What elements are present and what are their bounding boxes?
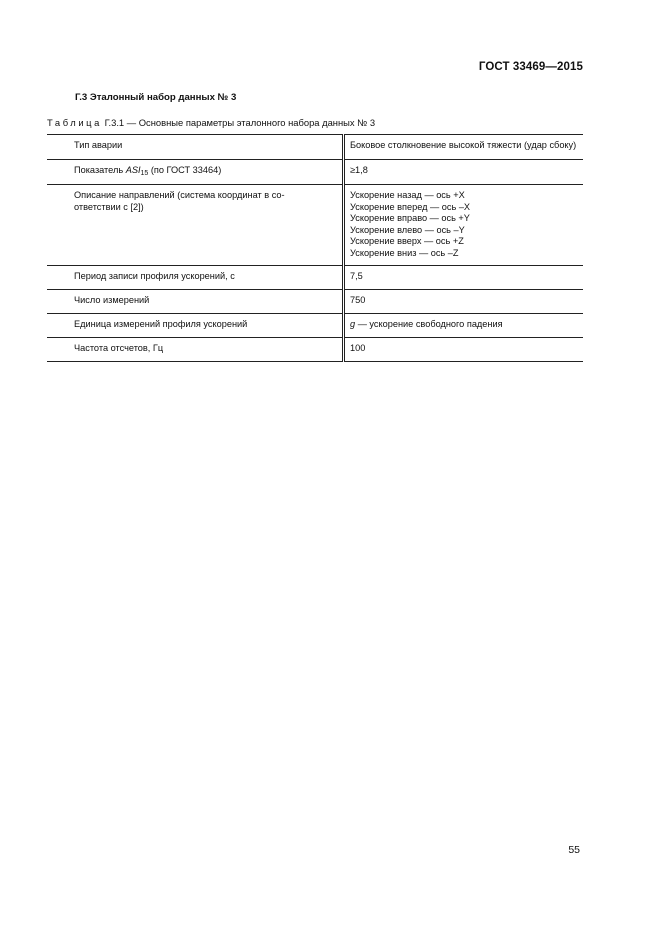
document-number: ГОСТ 33469—2015 bbox=[478, 61, 583, 73]
table-row bbox=[47, 313, 583, 337]
frequency-label: Частота отсчетов, Гц bbox=[47, 337, 344, 361]
table-caption-title: Г.3.1 — Основные параметры эталонного набора данных № 3 bbox=[104, 117, 376, 128]
table-row bbox=[47, 135, 583, 160]
directions-label-line: Описание направлений (система координат в со- bbox=[74, 190, 285, 200]
count-label: Число измерений bbox=[47, 289, 344, 313]
direction-item: Ускорение вправо — ось +Y bbox=[350, 213, 470, 224]
unit-symbol: g bbox=[350, 318, 356, 329]
direction-item: Ускорение вперед — ось –X bbox=[350, 201, 471, 212]
asi-label-suffix: (по ГОСТ 33464) bbox=[150, 165, 222, 175]
unit-description: — ускорение свободного падения bbox=[357, 318, 503, 329]
period-label: Период записи профиля ускорений, с bbox=[47, 265, 344, 289]
table-caption-word: Таблица bbox=[47, 117, 102, 128]
table-row bbox=[47, 289, 583, 313]
table-row bbox=[47, 265, 583, 289]
crash-type-label: Тип аварии bbox=[47, 135, 344, 160]
table-row bbox=[47, 337, 583, 361]
table-caption bbox=[47, 117, 375, 128]
section-heading: Г.3 Эталонный набор данных № 3 bbox=[75, 92, 237, 103]
directions-values bbox=[344, 185, 584, 266]
page-number: 55 bbox=[568, 844, 580, 856]
unit-value bbox=[344, 313, 584, 337]
asi-subscript: 15 bbox=[140, 170, 149, 177]
table-row bbox=[47, 185, 583, 266]
crash-type-value: Боковое столкновение высокой тяжести (удар сбоку) bbox=[344, 135, 584, 160]
asi-label bbox=[47, 160, 344, 185]
direction-item: Ускорение влево — ось –Y bbox=[350, 224, 465, 235]
unit-label: Единица измерений профиля ускорений bbox=[47, 313, 344, 337]
frequency-value: 100 bbox=[344, 337, 584, 361]
asi-value: ≥1,8 bbox=[344, 160, 584, 185]
table-row bbox=[47, 160, 583, 185]
parameters-table bbox=[47, 134, 583, 362]
directions-label-line: ответствии с [2]) bbox=[74, 201, 144, 212]
asi-label-prefix: Показатель bbox=[74, 165, 124, 175]
asi-symbol: ASI bbox=[125, 165, 141, 175]
direction-item: Ускорение вниз — ось –Z bbox=[350, 247, 459, 258]
direction-item: Ускорение вверх — ось +Z bbox=[350, 236, 464, 247]
period-value: 7,5 bbox=[344, 265, 584, 289]
direction-item: Ускорение назад — ось +X bbox=[350, 190, 465, 200]
count-value: 750 bbox=[344, 289, 584, 313]
directions-label bbox=[47, 185, 344, 266]
